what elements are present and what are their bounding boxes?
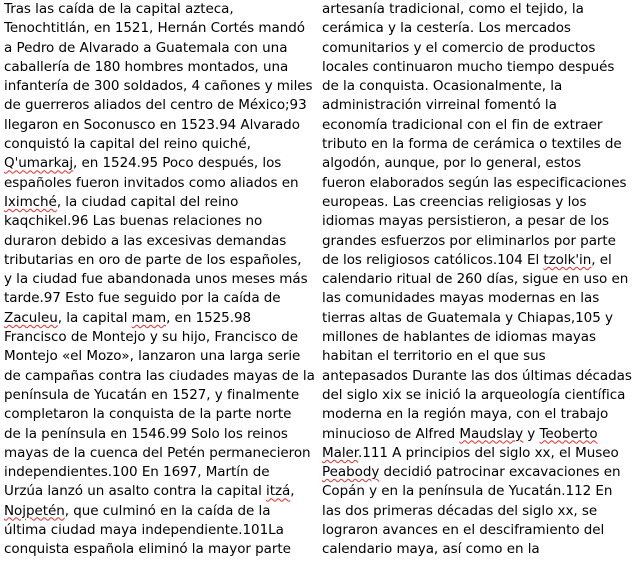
text-line <box>322 58 615 77</box>
text-segment: tarde.97 Esto fue seguido por la caída de <box>4 290 281 307</box>
text-line <box>4 193 294 212</box>
text-segment: Montejo «el Mozo», lanzaron una larga serie <box>4 348 301 365</box>
misspelled-word: Q'umarkaj <box>4 155 74 172</box>
text-segment: caballería de 180 hombres montados, una <box>4 58 289 75</box>
text-segment: y la ciudad fue abandonada unos meses más <box>4 271 308 288</box>
text-segment: Francisco de Montejo y su hijo, Francisco de <box>4 329 298 346</box>
text-segment: las dos primeras décadas del siglo xx, se <box>322 502 598 519</box>
text-line <box>4 39 294 58</box>
text-line <box>4 154 294 173</box>
text-line <box>4 135 294 154</box>
text-line <box>322 116 603 135</box>
text-line <box>4 96 307 115</box>
text-line <box>322 482 613 501</box>
text-line <box>4 77 313 96</box>
text-segment: de campañas contra las ciudades mayas de la <box>4 367 315 384</box>
text-segment: millones de hablantes de idiomas mayas <box>322 329 596 346</box>
text-line <box>322 212 610 231</box>
text-line <box>322 444 619 463</box>
text-segment: de la conquista. Ocasionalmente, la <box>322 78 563 95</box>
text-line <box>4 367 315 386</box>
text-line <box>322 232 616 251</box>
text-segment: calendario maya, así como en la <box>322 541 540 558</box>
text-line <box>4 463 294 482</box>
text-segment: habitan el territorio en el que sus <box>322 348 546 365</box>
text-line <box>4 251 302 270</box>
misspelled-word: Maler <box>322 444 359 461</box>
text-line <box>322 96 594 115</box>
text-line <box>4 502 294 521</box>
text-line <box>322 502 598 521</box>
text-segment: españoles fueron invitados como aliados en <box>4 174 299 191</box>
text-line <box>322 367 632 386</box>
text-segment: algodón, aunque, por lo general, estos <box>322 155 582 172</box>
text-segment: kaqchikel.96 Las buenas relaciones no <box>4 213 263 230</box>
text-line <box>4 425 294 444</box>
text-segment: .111 A principios del siglo xx, el Museo <box>358 444 619 461</box>
text-segment: duraron debido a las excesivas demandas <box>4 232 287 249</box>
text-line <box>4 444 311 463</box>
text-line <box>4 405 294 424</box>
text-line <box>4 482 294 501</box>
text-segment: las comunidades mayas modernas en las <box>322 290 600 307</box>
text-segment: mayas de la cuenca del Petén permanecieron <box>4 444 311 461</box>
text-segment: Urzúa lanzó un asalto contra la capital <box>4 483 267 500</box>
text-line <box>4 212 294 231</box>
text-segment: tributarias en oro de parte de los españoles, <box>4 251 302 268</box>
text-segment: grandes esfuerzos por eliminarlos por parte <box>322 232 616 249</box>
text-line <box>322 135 622 154</box>
text-line <box>4 58 294 77</box>
text-segment: , que culminó en la caída de la <box>64 502 271 519</box>
text-line <box>322 309 613 328</box>
text-segment: cerámica y la cestería. Los mercados <box>322 20 571 37</box>
misspelled-word: Peabody <box>322 464 380 481</box>
text-segment: tributo en la forma de cerámica o textiles de <box>322 136 622 153</box>
text-segment: llegaron en Soconusco en 1523.94 Alvarado <box>4 116 300 133</box>
text-segment: de la península en 1546.99 Solo los reinos <box>4 425 288 442</box>
text-segment: , en 1525.98 <box>166 309 252 326</box>
text-segment: a Pedro de Alvarado a Guatemala con una <box>4 39 288 56</box>
misspelled-word: Nojpetén <box>4 502 65 519</box>
misspelled-word: Zaculeu <box>4 309 58 326</box>
text-segment: moderna en la región maya, con el trabajo <box>322 406 609 423</box>
text-line <box>322 77 594 96</box>
text-line <box>4 0 294 19</box>
text-line <box>4 270 308 289</box>
text-segment: tierras altas de Guatemala y Chiapas,105 y <box>322 309 613 326</box>
text-segment: de guerreros aliados del centro de México;93 <box>4 97 307 114</box>
misspelled-word: Maudslay <box>459 425 524 442</box>
text-line <box>322 540 594 559</box>
text-line <box>322 0 594 19</box>
text-line <box>4 19 305 38</box>
text-line <box>322 386 626 405</box>
text-line <box>4 174 299 193</box>
text-line <box>322 425 598 444</box>
text-segment: Tenochtitlán, en 1521, Hernán Cortés mandó <box>4 20 305 37</box>
text-line <box>4 540 294 559</box>
text-segment: artesanía tradicional, como el tejido, la <box>322 1 584 17</box>
text-segment: de los religiosos católicos.104 El <box>322 251 544 268</box>
misspelled-word: itzá <box>266 483 291 500</box>
text-segment: lograron avances en el desciframiento del <box>322 522 605 539</box>
misspelled-word: tzolk'in <box>543 251 592 268</box>
text-segment: y <box>523 425 540 442</box>
text-segment: , la capital <box>57 309 132 326</box>
text-segment: del siglo xix se inició la arqueología científica <box>322 386 626 403</box>
text-segment: península de Yucatán en 1527, y finalmente <box>4 386 300 403</box>
text-line <box>4 116 300 135</box>
text-line <box>4 289 294 308</box>
left-text-column <box>4 0 315 560</box>
text-line <box>322 154 594 173</box>
text-segment: última ciudad maya independiente.101La <box>4 522 284 539</box>
right-text-column <box>322 0 632 560</box>
text-line <box>4 309 294 328</box>
text-line <box>322 463 621 482</box>
misspelled-word: mam <box>131 309 167 326</box>
misspelled-word: Iximché <box>4 193 57 210</box>
text-segment: decidió patrocinar excavaciones en <box>379 464 621 481</box>
text-segment: , en 1524.95 Poco después, los <box>73 155 282 172</box>
text-line <box>322 328 594 347</box>
text-segment: , <box>290 483 295 500</box>
text-line <box>322 347 594 366</box>
text-segment: conquistó la capital del reino quiché, <box>4 136 251 153</box>
text-line <box>322 289 600 308</box>
text-segment: completaron la conquista de la parte norte <box>4 406 292 423</box>
text-line <box>4 386 300 405</box>
text-segment: europeas. Las creencias religiosas y los <box>322 193 587 210</box>
text-segment: minucioso de Alfred <box>322 425 460 442</box>
text-segment: fueron elaborados según las especificaciones <box>322 174 627 191</box>
text-line <box>4 347 301 366</box>
text-line <box>322 174 627 193</box>
text-line <box>4 232 294 251</box>
text-line <box>322 270 629 289</box>
text-line <box>322 251 612 270</box>
text-line <box>322 193 594 212</box>
text-segment: antepasados Durante las dos últimas décadas <box>322 367 632 384</box>
text-segment: conquista española eliminó la mayor parte <box>4 541 291 558</box>
text-line <box>322 19 594 38</box>
text-segment: , el <box>591 251 612 268</box>
text-segment: Copán y en la península de Yucatán.112 En <box>322 483 613 500</box>
text-segment: locales continuaron mucho tiempo después <box>322 58 615 75</box>
text-line <box>4 521 294 540</box>
text-line <box>322 39 594 58</box>
text-segment: economía tradicional con el fin de extraer <box>322 116 603 133</box>
text-segment: calendario ritual de 260 días, sigue en uso en <box>322 271 629 288</box>
text-segment: idiomas mayas persistieron, a pesar de los <box>322 213 610 230</box>
text-segment: administración virreinal fomentó la <box>322 97 557 114</box>
text-line <box>322 405 609 424</box>
text-line <box>322 521 605 540</box>
misspelled-word: Teoberto <box>539 425 598 442</box>
text-segment: comunitarios y el comercio de productos <box>322 39 596 56</box>
text-segment: , la ciudad capital del reino <box>56 193 239 210</box>
text-line <box>4 328 298 347</box>
text-segment: infantería de 300 soldados, 4 cañones y miles <box>4 78 313 95</box>
text-segment: Tras las caída de la capital azteca, <box>4 1 234 17</box>
text-segment: independientes.100 En 1697, Martín de <box>4 464 270 481</box>
